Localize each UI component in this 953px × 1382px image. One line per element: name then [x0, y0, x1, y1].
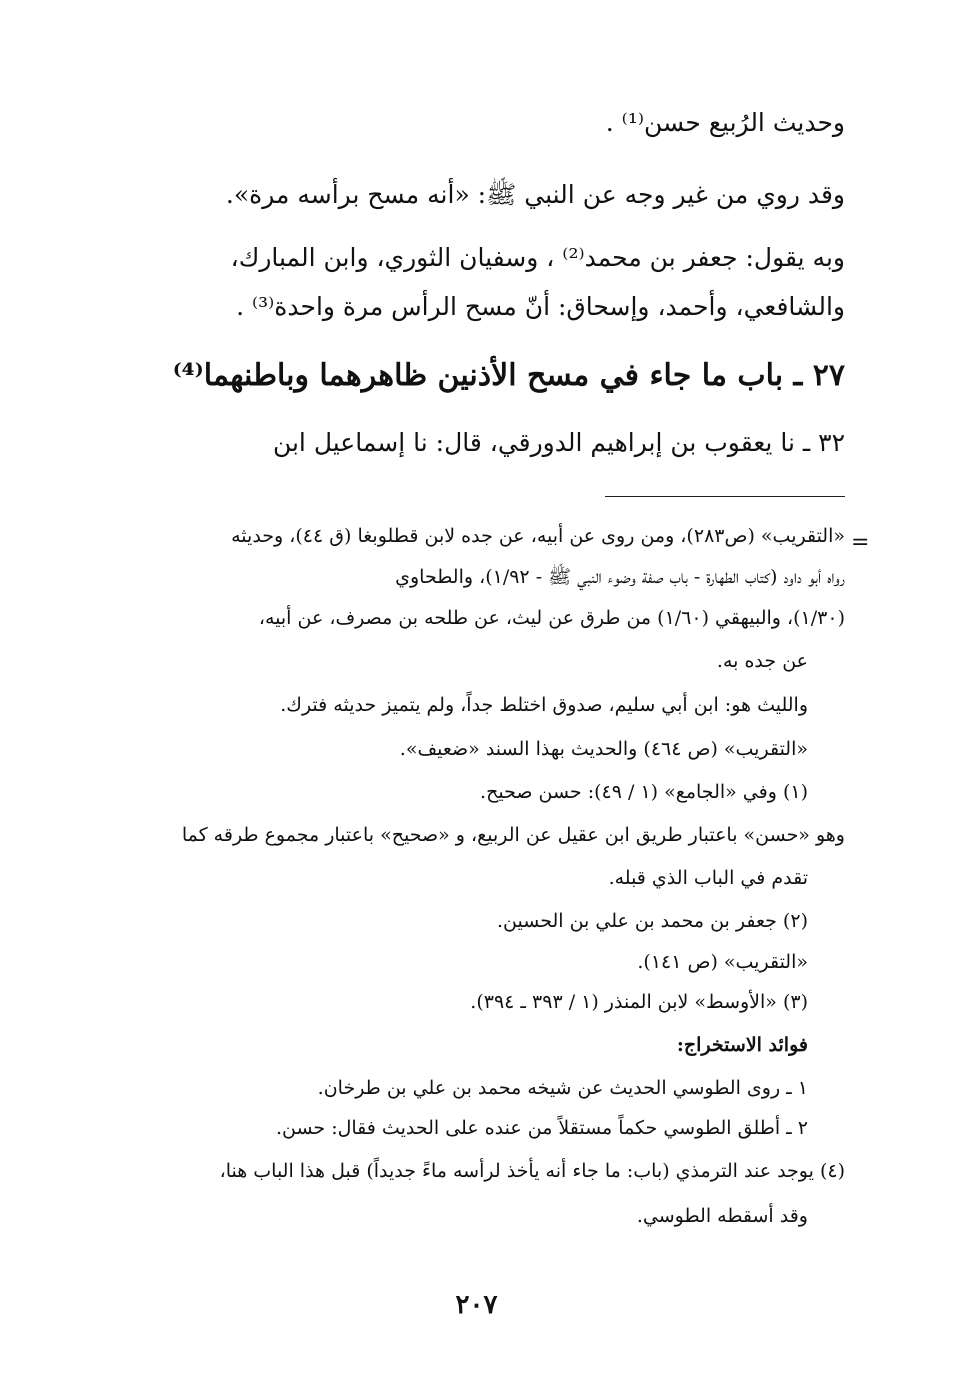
footnote-line: «التقريب» (ص٢٨٣)، ومن روى عن أبيه، عن جده لابن قطلوبغا (ق ٤٤)، وحديثه — [231, 525, 845, 547]
footnote-separator — [605, 496, 845, 497]
continuation-mark: = — [851, 530, 870, 555]
chapter-heading: ٢٧ ـ باب ما جاء في مسح الأذنين ظاهرهما وباطنهما⁽⁴⁾ — [172, 358, 845, 393]
footnote-line: والليث هو: ابن أبي سليم، صدوق اختلط جداً، ولم يتميز حديثه فترك. — [280, 694, 808, 716]
footnote-line: (٢) جعفر بن محمد بن علي بن الحسين. — [497, 910, 808, 932]
footnote-subheading: فوائد الاستخراج: — [676, 1034, 808, 1056]
footnote-line: (٤) يوجد عند الترمذي (باب: ما جاء أنه يأخذ لرأسه ماءً جديداً) قبل هذا الباب هنا، — [219, 1160, 845, 1182]
footnote-line: ٢ ـ أطلق الطوسي حكماً مستقلاً من عنده على الحديث فقال: حسن. — [275, 1117, 808, 1139]
main-text-line: والشافعي، وأحمد، وإسحاق: أنّ مسح الرأس مرة واحدة⁽³⁾ . — [236, 292, 845, 321]
footnote-line: (١/٣٠)، والبيهقي (١/٦٠) من طرق عن ليث، عن طلحه بن مصرف، عن أبيه، — [258, 607, 845, 629]
footnote-line: وقد أسقطه الطوسي. — [636, 1205, 808, 1227]
footnote-line: وهو «حسن» باعتبار طريق ابن عقيل عن الربيع، و «صحيح» باعتبار مجموع طرقه كما — [181, 824, 845, 846]
footnote-line: «التقريب» (ص ٤٦٤) والحديث بهذا السند «ضعيف». — [399, 738, 808, 760]
main-text-line: ٣٢ ـ نا يعقوب بن إبراهيم الدورقي، قال: نا إسماعيل ابن — [272, 428, 845, 457]
footnote-line: (٣) «الأوسط» لابن المنذر (١ / ٣٩٣ ـ ٣٩٤). — [470, 991, 808, 1013]
footnote-line: رواه أبو داود (كتاب الطهارة - باب صفة وضوء النبي ﷺ - ١/٩٢)، والطحاوي — [395, 566, 845, 588]
footnote-line: «التقريب» (ص ١٤١). — [637, 951, 808, 973]
footnote-line: عن جده به. — [716, 650, 808, 672]
main-text-line: وبه يقول: جعفر بن محمد⁽²⁾ ، وسفيان الثوري، وابن المبارك، — [230, 243, 845, 272]
footnote-line: ١ ـ روى الطوسي الحديث عن شيخه محمد بن علي بن طرخان. — [317, 1077, 808, 1099]
footnote-line: تقدم في الباب الذي قبله. — [608, 867, 808, 889]
main-text-line: وقد روي من غير وجه عن النبي ﷺ: «أنه مسح برأسه مرة». — [225, 180, 845, 209]
page-number: ٢٠٧ — [455, 1290, 498, 1320]
footnote-line: (١) وفي «الجامع» (١ / ٤٩): حسن صحيح. — [480, 781, 808, 803]
main-text-line: وحديث الرُبيع حسن⁽¹⁾ . — [605, 108, 845, 137]
